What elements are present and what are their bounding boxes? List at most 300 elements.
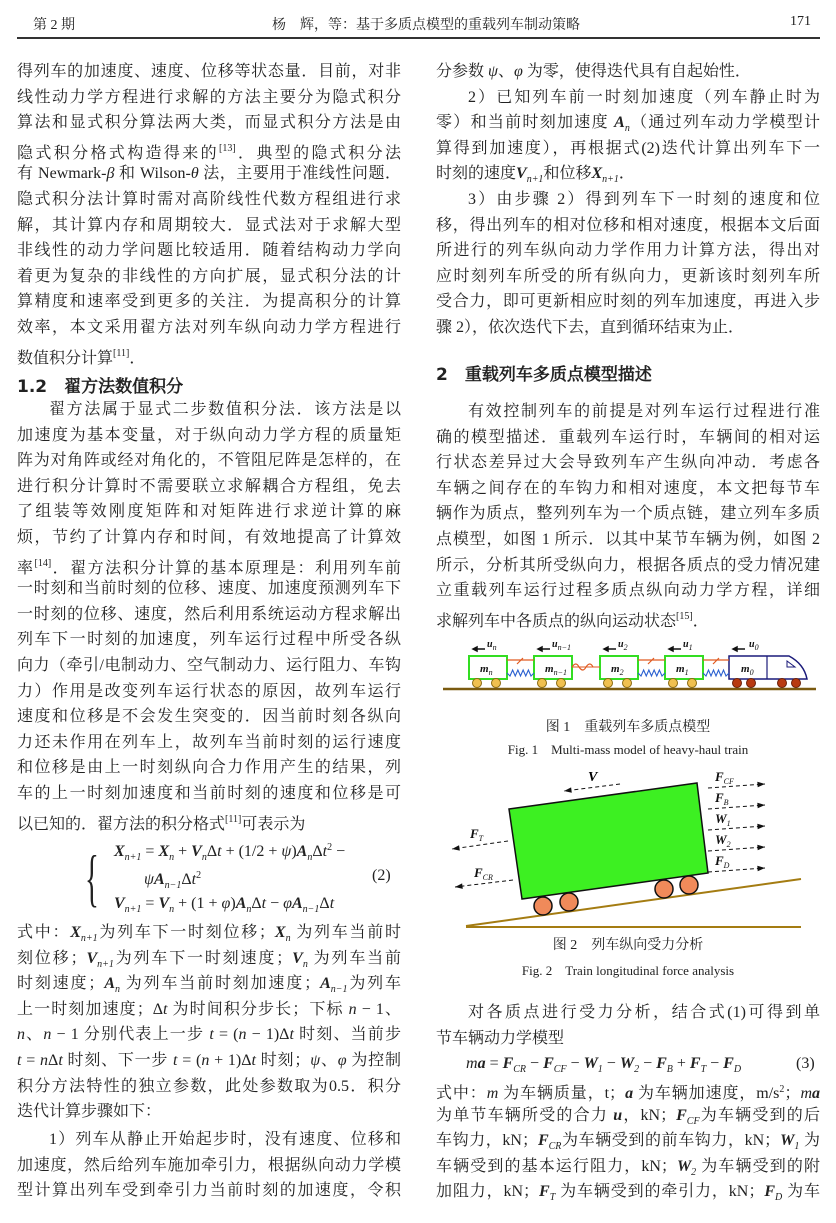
- text-run: 进行积分计算时不需要联立求解耦合方程组，免去: [17, 477, 401, 495]
- arrowhead-icon: [564, 787, 572, 792]
- text-run: 效率，本文采用翟方法对列车纵向动力学方程进行: [17, 318, 401, 336]
- header-issue: 第 2 期: [33, 18, 75, 33]
- math-variable: [625, 1085, 633, 1102]
- text-run: 刻位移；: [17, 949, 87, 967]
- paragraph: [17, 1127, 401, 1204]
- math-subscript: n+1: [97, 958, 114, 970]
- text-run: 受合力，即可更新相应时刻的列车加速度，再进入步: [436, 293, 820, 311]
- text-line: [17, 1127, 401, 1153]
- mass-label: $m_2$: [611, 663, 624, 677]
- text-run: 加阻力，kN；: [436, 1183, 540, 1201]
- text-line: [436, 399, 820, 425]
- math-symbol: A: [320, 975, 331, 993]
- text-line: [436, 136, 820, 162]
- text-run: 1）列车从静止开始起步时，没有速度、位移和: [49, 1131, 401, 1148]
- mass-label: $m_n$: [480, 663, 493, 677]
- math-symbol: W: [676, 1157, 692, 1175]
- math-variable: [723, 1055, 742, 1075]
- text-line: [436, 161, 820, 187]
- text-run: 为列车下一时刻位移；: [97, 924, 275, 941]
- text-run: =: [141, 843, 159, 860]
- text-run: = (: [177, 1051, 202, 1069]
- text-run: =: [485, 1055, 503, 1072]
- math-symbol: X: [70, 924, 81, 941]
- math-symbol: V: [114, 895, 125, 912]
- math-subscript: n+1: [80, 933, 98, 944]
- text-run: 数值积分计算: [17, 349, 114, 367]
- text-run: 车的上一时刻加速度和当前时刻的速度和位移是可: [17, 784, 401, 802]
- math-variable: [320, 975, 348, 996]
- text-line: [436, 450, 820, 476]
- figure-1-caption-en: Fig. 1 Multi-mass model of heavy-haul train: [507, 742, 749, 757]
- velocity-arrow-icon: [604, 647, 616, 651]
- math-italic: φ: [221, 895, 231, 912]
- math-variable: [158, 895, 175, 915]
- text-line: [436, 1154, 820, 1180]
- arrowhead-icon: [757, 782, 765, 787]
- wheel: [604, 679, 613, 688]
- text-line: [436, 1026, 820, 1052]
- math-subscript: n+1: [124, 852, 142, 863]
- math-subscript: 2: [634, 1064, 640, 1075]
- text-run: 加速度，然后给列车施加牵引力，根据纵向动力学模: [17, 1156, 401, 1174]
- text-run: 车辆受到的基本运行阻力，kN；: [436, 1157, 677, 1175]
- math-symbol: X: [591, 165, 603, 183]
- figure-2-caption-en: Fig. 2 Train longitudinal force analysis: [521, 963, 735, 978]
- text-run: 力）作用是改变列车运行状态的原因，故列车运行: [17, 682, 401, 700]
- math-italic: φ: [513, 63, 523, 80]
- force-arrow-right: [708, 805, 765, 809]
- text-line: [17, 1022, 401, 1048]
- text-run: ．: [129, 349, 146, 367]
- math-variable: [676, 1157, 697, 1178]
- text-run: 为车辆受到的附: [696, 1157, 820, 1175]
- wheel: [688, 679, 697, 688]
- text-run: −: [706, 1055, 724, 1072]
- math-symbol: W: [619, 1055, 635, 1072]
- math-symbol: F: [502, 1055, 514, 1072]
- velocity-label: $u_0$: [749, 639, 759, 652]
- text-run: 分参数: [436, 63, 489, 80]
- figure-1-multi-mass-model: [436, 636, 820, 706]
- wheel: [623, 679, 632, 688]
- text-run: 为车辆受到的后: [699, 1106, 820, 1124]
- text-run: 列车下一时刻的加速度，列车运行过程中所受各纵: [17, 631, 401, 649]
- text-line: [17, 1074, 401, 1100]
- force-label: $F_{CF}$: [715, 769, 734, 786]
- text-run: 可表示为: [241, 815, 306, 833]
- text-line: [17, 213, 401, 239]
- math-variable: [153, 871, 182, 891]
- text-run: 算得到加速度），再根据式(2)迭代计算出列车下一: [436, 139, 820, 157]
- text-line: [17, 525, 401, 551]
- math-italic: t: [251, 1051, 256, 1069]
- math-subscript: 2: [691, 1166, 697, 1178]
- text-run: 积分方法特性的独立参数，此处参数取为0.5．积分: [17, 1077, 401, 1095]
- text-line: [17, 920, 401, 946]
- text-run: 和位移: [543, 165, 592, 183]
- text-run: ，kN；: [622, 1106, 677, 1124]
- text-run: − 1、: [356, 1000, 401, 1018]
- text-line: [17, 474, 401, 500]
- text-run: 着更为复杂的非线性的方向扩展，显式积分法的计: [17, 267, 401, 285]
- paragraph: [436, 399, 820, 629]
- velocity-label: $u_2$: [618, 639, 628, 652]
- text-run: 得列车的加速度、速度、位移等状态量．目前，对非: [17, 63, 401, 80]
- force-arrow-right: [708, 784, 765, 788]
- text-run: ．翟方法积分计算的基本原理是：利用列车前: [51, 559, 401, 577]
- text-run: Δ: [251, 895, 262, 912]
- math-subscript: n: [201, 852, 207, 863]
- text-line: [17, 1048, 401, 1074]
- math-symbol: a: [812, 1085, 820, 1102]
- text-run: + (1/2 +: [221, 843, 282, 860]
- math-variable: [114, 843, 142, 863]
- math-italic: n: [238, 1026, 247, 1044]
- velocity-label: $u_n$: [487, 639, 497, 652]
- math-subscript: n−1: [330, 984, 348, 996]
- text-run: 为列车: [347, 975, 401, 993]
- mass-label: $m_1$: [676, 663, 689, 677]
- text-line: [17, 161, 401, 187]
- math-symbol: X: [114, 843, 125, 860]
- math-variable: [104, 975, 120, 996]
- text-run: 时刻的速度: [436, 165, 517, 183]
- text-run: 为列车下一时刻速度；: [113, 949, 293, 967]
- math-variable: [583, 1055, 603, 1075]
- text-line: [436, 315, 820, 341]
- text-line: [17, 653, 401, 679]
- text-run: 所示，分析其所受纵向力，根据各质点的受力情况建: [436, 556, 820, 574]
- text-run: 线性动力学方程进行求解的方法主要分为隐式积分: [17, 88, 401, 106]
- text-run: 了组装等效刚度矩阵和对矩阵进行求逆计算的麻: [17, 503, 401, 521]
- force-arrow-right: [708, 868, 765, 872]
- text-run: 、: [497, 63, 514, 80]
- math-italic: n: [17, 1026, 25, 1044]
- text-line: [17, 704, 401, 730]
- text-run: + 1)Δ: [209, 1051, 252, 1069]
- math-symbol: F: [656, 1055, 667, 1072]
- text-run: 车辆之间存在的车钩力和相对速度，本文把每节车: [436, 479, 820, 497]
- text-run: 为车辆受到的前车钩力，kN；: [561, 1132, 781, 1150]
- math-subscript: n: [302, 958, 308, 970]
- paragraph: [436, 1077, 820, 1205]
- text-line: [17, 1178, 401, 1204]
- math-italic: n: [348, 1000, 357, 1018]
- text-run: 翟方法属于显式二步数值积分法．该方法是以: [49, 401, 401, 418]
- text-line: [436, 110, 820, 136]
- wheel: [747, 679, 756, 688]
- text-run: − 1 分别代表上一步: [51, 1026, 210, 1044]
- math-symbol: F: [539, 1183, 550, 1201]
- text-run: 立重载列车运行过程多质点纵向动力学方程，详细: [436, 582, 820, 600]
- math-variable: [158, 843, 175, 863]
- text-line: [17, 110, 401, 136]
- math-symbol: F: [676, 1106, 687, 1124]
- text-run: 速度和位移是不会发生突变的．因当前时刻各纵向: [17, 708, 401, 726]
- math-subscript: T: [549, 1192, 556, 1204]
- math-subscript: 1: [794, 1141, 800, 1153]
- text-run: 为车辆质量，t；: [498, 1085, 626, 1102]
- text-run: Δ: [206, 843, 218, 860]
- text-line: [17, 264, 401, 290]
- text-line: [17, 136, 401, 162]
- text-line: [436, 578, 820, 604]
- text-run: 车钩力，kN；: [436, 1132, 538, 1150]
- math-variable: [613, 1107, 622, 1124]
- math-variable: [764, 1183, 783, 1204]
- text-run: 、: [25, 1026, 44, 1044]
- section-heading-2: 2 重载列车多质点模型描述: [436, 365, 652, 385]
- force-label: $F_D$: [715, 853, 730, 870]
- math-variable: [812, 1085, 820, 1102]
- text-line: [436, 604, 820, 630]
- force-label: $F_B$: [715, 790, 729, 807]
- force-label: $F_T$: [470, 826, 484, 843]
- math-symbol: F: [689, 1055, 701, 1072]
- text-run: 骤 2），依次迭代下去，直到循环结束为止．: [436, 318, 745, 336]
- math-italic: ψ: [488, 63, 498, 80]
- text-run: 法，主要用于准线性问题．: [198, 165, 401, 183]
- math-variable: [516, 165, 544, 186]
- spring-icon: [638, 670, 665, 676]
- math-italic: t: [58, 1051, 63, 1069]
- text-run: 有效控制列车的前提是对列车运行过程进行准: [468, 403, 820, 420]
- text-line: [17, 499, 401, 525]
- math-symbol: X: [274, 924, 286, 941]
- text-run: 时刻；: [255, 1051, 311, 1069]
- math-symbol: a: [477, 1055, 486, 1072]
- math-subscript: CR: [548, 1141, 562, 1153]
- velocity-arrow-icon: [669, 647, 681, 651]
- text-run: 、: [320, 1051, 338, 1069]
- text-run: 时刻、下一步: [62, 1051, 173, 1069]
- math-variable: [502, 1055, 527, 1075]
- math-symbol: W: [583, 1055, 598, 1072]
- text-line: [436, 1128, 820, 1154]
- paragraph: [17, 397, 401, 832]
- wagon-body: [509, 783, 708, 899]
- text-run: 零）和当前时刻加速度: [436, 114, 615, 132]
- text-line: [17, 730, 401, 756]
- math-italic: n: [40, 1051, 49, 1069]
- force-label: $F_{CR}$: [474, 865, 493, 882]
- text-line: [17, 85, 401, 111]
- math-subscript: D: [775, 1192, 783, 1204]
- math-symbol: A: [296, 843, 308, 860]
- math-symbol: A: [235, 895, 247, 912]
- math-symbol: F: [543, 1055, 554, 1072]
- text-run: 阵为对角阵或经对角化的，不管阻尼阵是怎样的，在: [17, 452, 401, 470]
- text-line: [17, 602, 401, 628]
- math-italic: t: [322, 843, 328, 860]
- text-run: 时刻速度；: [17, 975, 105, 993]
- text-run: =: [21, 1051, 41, 1069]
- math-variable: [689, 1055, 707, 1075]
- text-line: [436, 187, 820, 213]
- text-run: 式中：: [436, 1085, 487, 1102]
- text-line: [436, 264, 820, 290]
- math-italic: n: [43, 1026, 52, 1044]
- math-subscript: n: [169, 904, 175, 915]
- header-title: 杨 辉，等：基于多质点模型的重载列车制动策略: [272, 18, 580, 33]
- text-run: 非线性的动力学问题比较适用．随着结构动力学向: [17, 242, 401, 260]
- text-line: [436, 425, 820, 451]
- citation-ref: [15]: [676, 610, 693, 622]
- text-line: [17, 289, 401, 315]
- math-italic: m: [800, 1085, 812, 1102]
- wheel: [792, 679, 801, 688]
- text-line: [436, 1103, 820, 1129]
- text-run: 和位移是由上一时刻纵向合力作用产生的结果，列: [17, 759, 401, 777]
- math-italic: θ: [190, 165, 199, 183]
- math-subscript: n−1: [164, 880, 182, 891]
- text-line: [436, 1077, 820, 1103]
- math-subscript: n+1: [526, 174, 544, 186]
- text-run: 有 Newmark-: [17, 165, 107, 183]
- equation-number: (3): [796, 1055, 815, 1072]
- equation-line: [114, 894, 334, 920]
- paragraph: [17, 920, 401, 1125]
- text-line: [17, 807, 401, 833]
- damper-icon: [507, 658, 534, 664]
- wheel: [560, 893, 578, 911]
- text-run: 迭代计算步骤如下：: [17, 1103, 162, 1121]
- velocity-arrow: [564, 784, 620, 791]
- math-symbol: A: [614, 114, 625, 132]
- text-line: [436, 213, 820, 239]
- equation-number: (2): [372, 867, 391, 884]
- text-line: [17, 423, 401, 449]
- math-subscript: 1: [597, 1064, 603, 1075]
- math-italic: t: [217, 843, 222, 860]
- text-run: 移，得出列车的相对位移和相对速度，根据本文后面: [436, 216, 820, 234]
- text-run: −: [639, 1055, 657, 1072]
- math-variable: [292, 949, 308, 970]
- velocity-arrow-icon: [538, 647, 550, 651]
- slope-track: [466, 879, 801, 926]
- math-subscript: n+1: [602, 174, 619, 186]
- math-variable: [296, 843, 313, 863]
- text-run: 解，其计算内存和周期较大．显式法对于求解大型: [17, 216, 401, 234]
- citation-ref: [11]: [225, 813, 242, 825]
- text-run: 算法和显式积分算法两大类，而显式积分方法是由: [17, 114, 401, 132]
- text-run: 为列车当前时刻加速度；: [119, 975, 321, 993]
- text-run: ．: [692, 612, 709, 630]
- text-run: ；: [784, 1085, 801, 1102]
- math-variable: [235, 895, 252, 915]
- math-variable: [591, 165, 619, 186]
- math-symbol: V: [516, 165, 527, 183]
- right-column: [436, 0, 820, 1223]
- text-run: 点模型，如图 1 所示．以其中某节车辆为例，如图 2: [436, 530, 820, 548]
- math-symbol: V: [158, 895, 170, 912]
- math-italic: m: [466, 1055, 478, 1072]
- math-variable: [191, 843, 207, 863]
- wheel: [492, 679, 501, 688]
- text-line: [17, 679, 401, 705]
- text-run: −: [332, 843, 346, 860]
- text-run: 为零，使得迭代具有自起始性．: [522, 63, 751, 80]
- math-subscript: n: [246, 904, 252, 915]
- math-italic: t: [172, 1051, 178, 1069]
- math-italic: t: [289, 1026, 294, 1044]
- text-run: ): [291, 843, 297, 860]
- text-line: [17, 187, 401, 213]
- text-run: 一时刻的位移、速度，然后利用系统运动方程求解出: [17, 605, 401, 623]
- math-italic: t: [261, 895, 267, 912]
- figure-2-caption-cn: 图 2 列车纵向受力分析: [552, 938, 704, 953]
- math-symbol: X: [158, 843, 170, 860]
- math-italic: φ: [283, 895, 292, 912]
- math-variable: [780, 1132, 800, 1153]
- wheel: [557, 679, 566, 688]
- text-line: [436, 289, 820, 315]
- text-line: [17, 397, 401, 423]
- math-italic: t: [191, 871, 197, 888]
- math-symbol: F: [764, 1183, 776, 1201]
- math-subscript: CR: [513, 1064, 527, 1075]
- section-heading-1-2: 1.2 翟方法数值积分: [17, 377, 184, 397]
- damper-icon: [703, 658, 729, 664]
- mass-label: $m_{n-1}$: [545, 663, 567, 677]
- text-run: −: [526, 1055, 544, 1072]
- text-line: [436, 476, 820, 502]
- wheel: [669, 679, 678, 688]
- text-run: 算精度和速率受到更多的关注．为提高积分的计算: [17, 293, 401, 311]
- force-arrow-right: [708, 826, 765, 830]
- text-run: 以已知的．翟方法的积分格式: [17, 815, 226, 833]
- math-subscript: n: [114, 984, 120, 996]
- text-run: 时刻、当前步: [293, 1026, 401, 1044]
- text-run: 和 Wilson-: [114, 165, 191, 183]
- math-subscript: CF: [686, 1115, 700, 1127]
- wheel: [473, 679, 482, 688]
- text-line: [17, 627, 401, 653]
- text-run: 为车: [782, 1183, 820, 1201]
- text-run: 行状态差异过大会导致列车产生纵向冲动．考虑各: [436, 454, 820, 472]
- citation-ref: [11]: [113, 347, 130, 359]
- math-symbol: u: [613, 1106, 623, 1124]
- text-run: 式中：: [17, 924, 71, 941]
- math-symbol: A: [153, 871, 165, 888]
- text-run: 节车辆动力学模型: [436, 1029, 565, 1047]
- velocity-label: $u_1$: [683, 639, 693, 652]
- math-variable: [676, 1106, 700, 1127]
- paragraph: [17, 59, 401, 366]
- math-symbol: V: [86, 949, 98, 967]
- text-line: [17, 1153, 401, 1179]
- math-symbol: F: [723, 1055, 734, 1072]
- text-run: 力还未作用在列车上，故列车当前时刻的运行速度: [17, 733, 401, 751]
- force-label: $W_1$: [715, 811, 731, 828]
- math-italic: β: [106, 165, 115, 183]
- left-column: [17, 0, 401, 1223]
- text-line: [17, 341, 401, 367]
- text-line: [436, 59, 820, 85]
- text-line: [436, 527, 820, 553]
- wheel: [778, 679, 787, 688]
- math-variable: [292, 895, 320, 915]
- superscript: 2: [779, 1084, 785, 1095]
- text-run: + (1 +: [174, 895, 222, 912]
- text-run: Δ: [312, 843, 323, 860]
- math-variable: [656, 1055, 673, 1075]
- text-run: −: [602, 1055, 620, 1072]
- text-run: 所进行的列车纵向动力学作用力计算方法，得出对: [436, 242, 820, 260]
- paragraph: [436, 59, 820, 341]
- math-symbol: W: [780, 1132, 795, 1150]
